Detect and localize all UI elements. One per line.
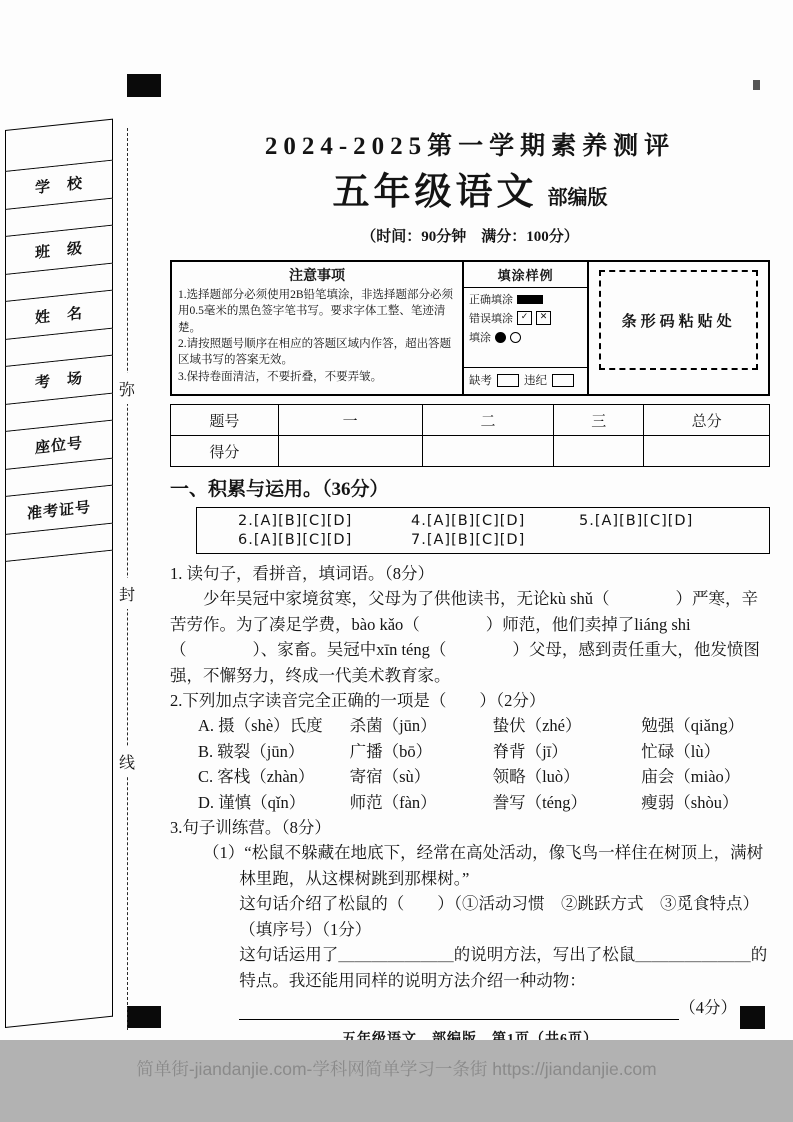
field-name: 姓 名	[5, 291, 113, 340]
print-mark-top-right	[753, 80, 760, 90]
option-b-2: 广播（bō）	[349, 741, 433, 761]
section-one-title: 一、积累与运用。（36分）	[170, 479, 389, 500]
question-2-stem: 2.下列加点字读音完全正确的一项是（ ）（2分）	[170, 691, 546, 711]
bubble-q6: 6.[A][B][C][D]	[238, 532, 353, 548]
field-admission-number: 准考证号	[5, 486, 113, 535]
barcode-section	[589, 262, 768, 394]
notice-item-1: 1.选择题部分必须使用2B铅笔填涂，非选择题部分必须用0.5毫米的黑色签字笔书写。要求字体工整、笔迹清楚。	[178, 289, 454, 334]
wrong-fill-label: 错误填涂	[469, 313, 514, 325]
subject-title: 五年级语文	[332, 172, 538, 213]
score-row-label: 得分	[171, 436, 279, 467]
option-c-1: C. 客栈（zhàn）	[198, 767, 315, 787]
question-1-stem: 1. 读句子，看拼音，填词语。（8分）	[170, 564, 434, 583]
fill-sample-correct-row	[464, 288, 587, 307]
exam-body	[170, 130, 770, 1048]
option-c-2: 寄宿（sù）	[349, 767, 431, 787]
answer-blank-line	[239, 1001, 679, 1020]
fill-sample-title: 填涂样例	[464, 262, 587, 288]
violation-box-icon	[552, 374, 574, 387]
barcode-paste-area	[599, 270, 758, 370]
option-d-1: D. 谨慎（qǐn）	[198, 792, 306, 812]
score-header-total: 总分	[644, 405, 770, 436]
question-3	[170, 815, 770, 1020]
option-b-3: 脊背（jī）	[492, 741, 568, 761]
question-3-answer-line	[203, 995, 770, 1020]
fill-sample-wrong-row	[464, 307, 587, 326]
question-3-stem: 3.句子训练营。（8分）	[170, 818, 331, 838]
question-1-passage: 少年吴冠中家境贫寒，父母为了供他读书，无论kù shǔ（ ）严寒，辛苦劳作。为了凑足学费，bào kǎo（ ）师范，他们卖掉了liáng shi（ ）、家畜。吴冠中xīn téng（ ）父母，感到责任重大，他发愤图强，不懈努力，终成一代美术教育家。	[170, 589, 760, 685]
filled-dot-icon	[495, 332, 506, 343]
option-c-3: 领略（luò）	[492, 767, 580, 787]
watermark-strip	[0, 1040, 793, 1122]
field-seat-number: 座位号	[5, 421, 113, 470]
fill-sample-section	[464, 262, 589, 394]
bubble-q7: 7.[A][B][C][D]	[411, 532, 526, 548]
registration-mark-bottom-left	[127, 1006, 161, 1028]
notice-section	[172, 262, 464, 394]
seal-dashed-line	[118, 128, 135, 1030]
absent-box-icon	[497, 374, 519, 387]
option-a-1: A. 摄（shè）氏度	[198, 716, 323, 736]
bubble-q2: 2.[A][B][C][D]	[238, 513, 353, 529]
time-score-line: （时间：90分钟 满分：100分）	[361, 229, 579, 245]
option-b-4: 忙碌（lù）	[641, 741, 721, 761]
bubble-q5: 5.[A][B][C][D]	[579, 513, 694, 529]
fill-sample-dot-row	[464, 326, 587, 345]
correct-fill-mark-icon	[517, 295, 543, 304]
score-cell-part1	[278, 436, 422, 467]
watermark-text: 简单街-jiandanjie.com-学科网简单学习一条街 https://jiandanjie.com	[136, 1059, 657, 1079]
seal-char-mi: 弥	[117, 373, 137, 404]
question-1	[170, 561, 770, 688]
bubble-q4: 4.[A][B][C][D]	[411, 513, 526, 529]
score-cell-part3	[554, 436, 644, 467]
option-c-4: 庙会（miào）	[641, 767, 741, 787]
notice-item-2: 2.请按照题号顺序在相应的答题区域内作答，超出答题区域书写的答案无效。	[178, 337, 452, 367]
wrong-fill-cross-icon: ✕	[536, 311, 551, 325]
score-header-part2: 二	[422, 405, 554, 436]
score-table-header-row	[171, 405, 770, 436]
field-class: 班 级	[5, 226, 113, 275]
score-table-score-row	[171, 436, 770, 467]
score-table	[170, 404, 770, 467]
seal-char-xian: 线	[117, 746, 137, 777]
score-header-question: 题号	[171, 405, 279, 436]
question-2-options	[198, 713, 770, 815]
question-3-choice-line: 这句话介绍了松鼠的（ ）（①活动习惯 ②跳跃方式 ③觅食特点）（填序号）（1分）	[239, 894, 760, 939]
edition-label: 部编版	[547, 187, 608, 209]
answer-line-points: （4分）	[679, 997, 738, 1017]
option-d-3: 誊写（téng）	[492, 792, 587, 812]
option-d-4: 瘦弱（shòu）	[641, 792, 739, 812]
notice-title: 注意事项	[289, 269, 346, 284]
violation-label: 违纪	[524, 375, 548, 387]
option-b-1: B. 皲裂（jūn）	[198, 741, 305, 761]
fill-label: 填涂	[469, 332, 492, 344]
registration-mark-top-left	[127, 74, 161, 97]
empty-dot-icon	[510, 332, 521, 343]
score-header-part1: 一	[278, 405, 422, 436]
absent-violation-row	[464, 367, 587, 394]
option-a-4: 勉强（qiǎng）	[641, 716, 744, 736]
question-3-quote: （1）“松鼠不躲藏在地底下，经常在高处活动，像飞鸟一样住在树顶上，满树林里跑，从这棵树跳到那棵树。”	[203, 843, 764, 888]
wrong-fill-check-icon: ✓	[517, 311, 532, 325]
barcode-label: 条形码粘贴处	[621, 313, 736, 330]
answer-bubble-card	[196, 507, 770, 554]
seal-char-feng: 封	[117, 578, 137, 609]
score-cell-part2	[422, 436, 554, 467]
notice-item-3: 3.保持卷面清洁，不要折叠，不要弄皱。	[178, 370, 383, 383]
score-header-part3: 三	[554, 405, 644, 436]
question-3-sub1	[203, 840, 770, 1020]
question-2	[170, 688, 770, 815]
question-3-fill-line: 这句话运用了＿＿＿＿＿＿＿的说明方法，写出了松鼠＿＿＿＿＿＿＿的特点。我还能用同样的说明方法介绍一种动物：	[239, 945, 768, 990]
field-exam-room: 考 场	[5, 356, 113, 405]
correct-fill-label: 正确填涂	[469, 294, 514, 306]
notice-box	[170, 260, 770, 396]
option-a-2: 杀菌（jūn）	[349, 716, 437, 736]
absent-label: 缺考	[469, 375, 493, 387]
exam-session-title: 2024-2025第一学期素养测评	[264, 133, 676, 160]
hatch-band-bottom	[5, 551, 113, 1028]
score-cell-total	[644, 436, 770, 467]
field-school: 学 校	[5, 161, 113, 210]
option-a-3: 蛰伏（zhé）	[492, 716, 582, 736]
exam-subject-line	[170, 170, 770, 223]
seal-strip	[5, 130, 113, 1028]
option-d-2: 师范（fàn）	[349, 792, 437, 812]
